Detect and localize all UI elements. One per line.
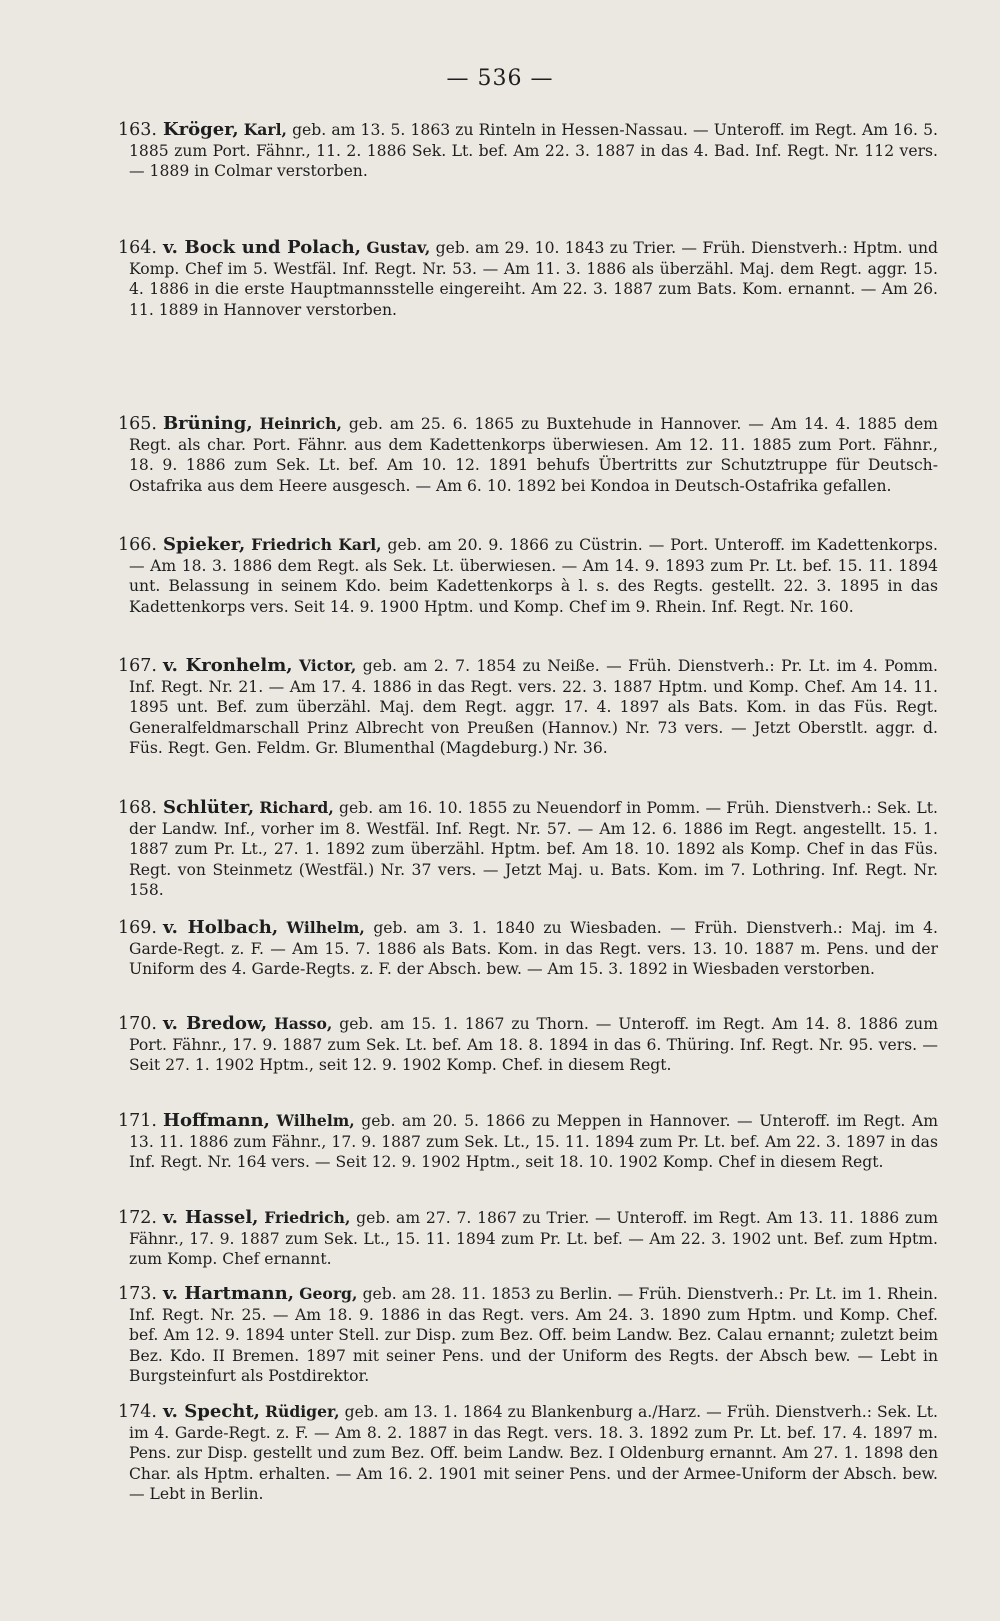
entry-surname: v. Specht, — [162, 1401, 260, 1422]
entry-given-name: Heinrich, — [259, 414, 342, 433]
page-number: — 536 — — [446, 66, 554, 91]
entry-text: geb. am 13. 5. 1863 zu Rinteln in Hessen-Nassau. — Unteroff. im Regt. Am 16. 5. 1885 zum Port. Fähnr., 11. 2. 1886 Sek. Lt. bef. Am 22. 3. 1887 in das 4. Bad. Inf. Regt. Nr. 112 vers. — 1889 in Colmar verstorben. — [129, 121, 938, 181]
entry-number: 165. — [118, 414, 157, 434]
entry-165 — [118, 414, 938, 535]
entry-given-name: Wilhelm, — [286, 918, 365, 937]
entry-surname: v. Bock und Polach, — [162, 237, 362, 258]
entry-text: geb. am 16. 10. 1855 zu Neuendorf in Pomm. — Früh. Dienstverh.: Sek. Lt. der Landw. Inf., vorher im 8. Westfäl. Inf. Regt. Nr. 57. — Am 12. 6. 1886 im Regt. angestellt. 15. 1. 1887 zum Pr. Lt., 27. 1. 1892 zum überzähl. Hptm. bef. Am 18. 10. 1892 als Komp. Chef in das Füs. Regt. von Steinmetz (Westfäl.) Nr. 37 vers. — Jetzt Maj. u. Bats. Kom. im 7. Lothring. Inf. Regt. Nr. 158. — [129, 799, 938, 900]
entry-number: 169. — [118, 918, 157, 938]
entry-given-name: Richard, — [259, 798, 334, 817]
entry-text: geb. am 3. 1. 1840 zu Wiesbaden. — Früh. Dienstverh.: Maj. im 4. Garde-Regt. z. F. — Am 15. 7. 1886 als Bats. Kom. in das Regt. vers. 13. 10. 1887 m. Pens. und der Uniform des 4. Garde-Regts. z. F. der Absch. bew. — Am 15. 3. 1892 in Wiesbaden verstorben. — [129, 919, 938, 979]
entry-text: geb. am 20. 9. 1866 zu Cüstrin. — Port. Unteroff. im Kadettenkorps. — Am 18. 3. 1886 dem Regt. als Sek. Lt. überwiesen. — Am 14. 9. 1893 zum Pr. Lt. bef. 15. 11. 1894 unt. Belassung in seinem Kdo. beim Kadettenkorps à l. s. des Regts. gestellt. 22. 3. 1895 in das Kadettenkorps vers. Seit 14. 9. 1900 Hptm. und Komp. Chef im 9. Rhein. Inf. Regt. Nr. 160. — [129, 536, 938, 616]
entry-surname: v. Hartmann, — [162, 1283, 294, 1304]
entry-173 — [118, 1284, 938, 1402]
entry-171 — [118, 1111, 938, 1208]
entry-167 — [118, 656, 938, 798]
entry-surname: Hoffmann, — [162, 1110, 270, 1131]
entry-text: geb. am 25. 6. 1865 zu Buxtehude in Hannover. — Am 14. 4. 1885 dem Regt. als char. Port. Fähnr. aus dem Kadettenkorps überwiesen. Am 12. 11. 1885 zum Port. Fähnr., 18. 9. 1886 zum Sek. Lt. bef. Am 10. 12. 1891 behufs Übertritts zur Schutztruppe für Deutsch-Ostafrika aus dem Heere ausgesch. — Am 6. 10. 1892 bei Kondoa in Deutsch-Ostafrika gefallen. — [129, 415, 938, 495]
entry-given-name: Victor, — [298, 656, 357, 675]
entry-given-name: Gustav, — [366, 238, 431, 257]
entry-170 — [118, 1014, 938, 1111]
entry-number: 167. — [118, 656, 157, 676]
entry-list — [118, 120, 938, 1532]
entry-text: geb. am 20. 5. 1866 zu Meppen in Hannover. — Unteroff. im Regt. Am 13. 11. 1886 zum Fähnr., 17. 9. 1887 zum Sek. Lt., 15. 11. 1894 zum Pr. Lt. bef. Am 22. 3. 1897 in das Inf. Regt. Nr. 164 vers. — Seit 12. 9. 1902 Hptm., seit 18. 10. 1902 Komp. Chef in diesem Regt. — [129, 1112, 938, 1172]
entry-number: 170. — [118, 1014, 157, 1034]
entry-number: 164. — [118, 238, 157, 258]
entry-number: 171. — [118, 1111, 157, 1131]
entry-text: geb. am 13. 1. 1864 zu Blankenburg a./Harz. — Früh. Dienstverh.: Sek. Lt. im 4. Garde-Regt. z. F. — Am 8. 2. 1887 in das Regt. vers. 18. 3. 1892 zum Pr. Lt. bef. 17. 4. 1897 m. Pens. zur Disp. gestellt und zum Bez. Off. beim Landw. Bez. I Oldenburg ernannt. Am 27. 1. 1898 den Char. als Hptm. erhalten. — Am 16. 2. 1901 mit seiner Pens. und der Armee-Uniform der Absch. bew. — Lebt in Berlin. — [129, 1403, 938, 1504]
entry-surname: Spieker, — [162, 534, 246, 555]
entry-given-name: Rüdiger, — [265, 1402, 340, 1421]
entry-given-name: Wilhelm, — [276, 1111, 355, 1130]
entry-number: 173. — [118, 1284, 157, 1304]
entry-text: geb. am 29. 10. 1843 zu Trier. — Früh. Dienstverh.: Hptm. und Komp. Chef im 5. Westfäl. Inf. Regt. Nr. 53. — Am 11. 3. 1886 als überzähl. Maj. dem Regt. aggr. 15. 4. 1886 in die erste Hauptmannsstelle eingereiht. Am 22. 3. 1887 zum Bats. Kom. ernannt. — Am 26. 11. 1889 in Hannover verstorben. — [129, 239, 939, 319]
entry-number: 163. — [118, 120, 157, 140]
entry-number: 172. — [118, 1208, 157, 1228]
entry-number: 168. — [118, 798, 157, 818]
entry-164 — [118, 238, 938, 414]
entry-given-name: Friedrich, — [264, 1208, 351, 1227]
entry-surname: v. Holbach, — [162, 917, 279, 938]
entry-text: geb. am 2. 7. 1854 zu Neiße. — Früh. Dienstverh.: Pr. Lt. im 4. Pomm. Inf. Regt. Nr. 21. — Am 17. 4. 1886 in das Regt. vers. 22. 3. 1887 Hptm. und Komp. Chef. Am 14. 11. 1895 unt. Bef. zum überzähl. Maj. dem Regt. aggr. 17. 4. 1897 als Bats. Kom. in das Füs. Regt. Generalfeldmarschall Prinz Albrecht von Preußen (Hannov.) Nr. 73 vers. — Jetzt Oberstlt. aggr. d. Füs. Regt. Gen. Feldm. Gr. Blumenthal (Magdeburg.) Nr. 36. — [129, 657, 938, 758]
entry-surname: Brüning, — [162, 413, 253, 434]
entry-text: geb. am 27. 7. 1867 zu Trier. — Unteroff. im Regt. Am 13. 11. 1886 zum Fähnr., 17. 9. 1887 zum Sek. Lt., 15. 11. 1894 zum Pr. Lt. bef. — Am 22. 3. 1902 unt. Bef. zum Hptm. zum Komp. Chef ernannt. — [129, 1209, 938, 1269]
entry-172 — [118, 1208, 938, 1284]
entry-given-name: Hasso, — [274, 1014, 333, 1033]
entry-surname: Kröger, — [162, 119, 239, 140]
entry-168 — [118, 798, 938, 918]
entry-174 — [118, 1402, 938, 1532]
entry-text: geb. am 15. 1. 1867 zu Thorn. — Unteroff. im Regt. Am 14. 8. 1886 zum Port. Fähnr., 17. 9. 1887 zum Sek. Lt. bef. Am 18. 8. 1894 in das 6. Thüring. Inf. Regt. Nr. 95. vers. — Seit 27. 1. 1902 Hptm., seit 12. 9. 1902 Komp. Chef. in diesem Regt. — [129, 1015, 938, 1075]
entry-surname: v. Kronhelm, — [162, 655, 293, 676]
entry-number: 166. — [118, 535, 157, 555]
entry-surname: v. Hassel, — [162, 1207, 259, 1228]
entry-surname: Schlüter, — [162, 797, 255, 818]
entry-given-name: Karl, — [243, 120, 287, 139]
entry-163 — [118, 120, 938, 238]
entry-given-name: Georg, — [299, 1284, 358, 1303]
entry-166 — [118, 535, 938, 656]
entry-number: 174. — [118, 1402, 157, 1422]
entry-surname: v. Bredow, — [162, 1013, 268, 1034]
entry-text: geb. am 28. 11. 1853 zu Berlin. — Früh. Dienstverh.: Pr. Lt. im 1. Rhein. Inf. Regt. Nr. 25. — Am 18. 9. 1886 in das Regt. vers. Am 24. 3. 1890 zum Hptm. und Komp. Chef. bef. Am 12. 9. 1894 unter Stell. zur Disp. zum Bez. Off. beim Landw. Bez. Calau ernannt; zuletzt beim Bez. Kdo. II Bremen. 1897 mit seiner Pens. und der Uniform des Regts. der Absch bew. — Lebt in Burgsteinfurt als Postdirektor. — [129, 1285, 938, 1386]
entry-169 — [118, 918, 938, 1014]
entry-given-name: Friedrich Karl, — [251, 535, 382, 554]
